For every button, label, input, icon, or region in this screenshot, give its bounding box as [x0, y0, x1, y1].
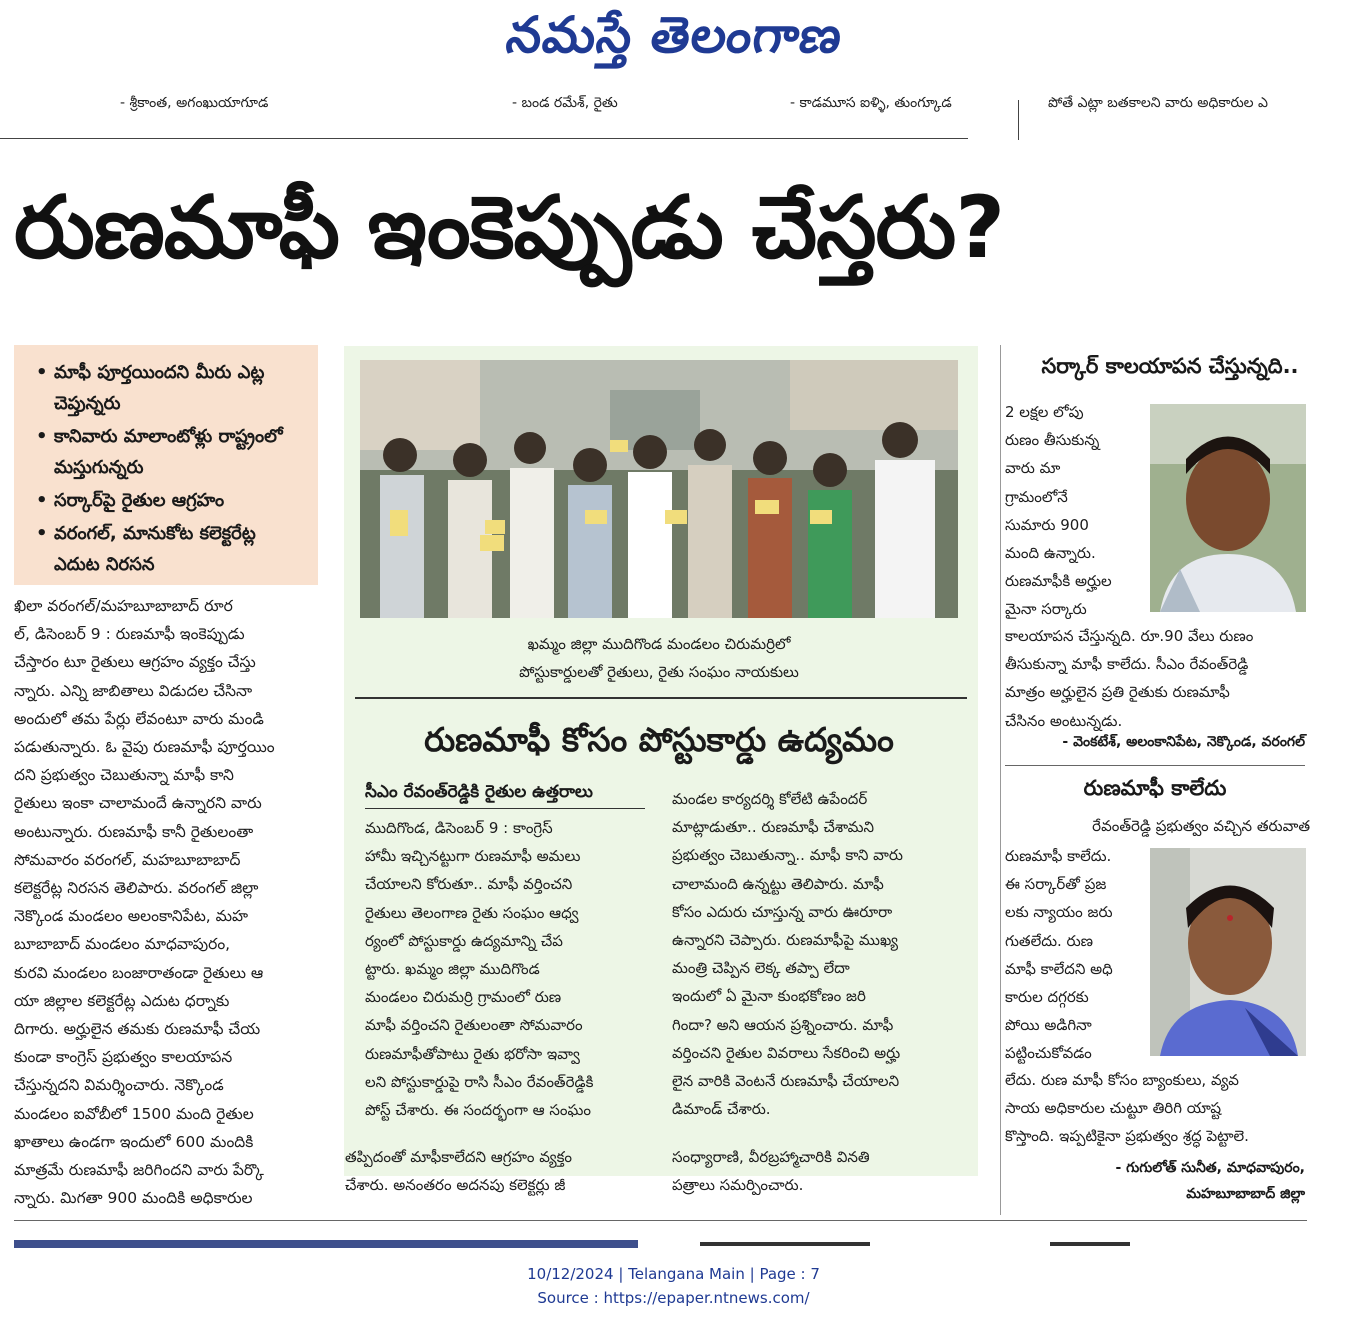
left-article: ఖిలా వరంగల్/మహబూబాబాద్ రూర ల్, డిసెంబర్ 9 : రుణమాఫీ ఇంకెప్పుడు చేస్తారం టూ రైతులు ఆగ్రహం వ్యక్తం చేస్తు న్నారు. ఎన్ని జాబితాలు విడుదల చేసినా అందులో తమ పేర్లు లేవంటూ వారు మండి పడుతున్నారు. ఓ వైపు రుణమాఫీ పూర్తయిం దని ప్రభుత్వం చెబుతున్నా మాఫీ కాని రైతులు ఇంకా చాలామందే ఉన్నారని వారు అంటున్నారు. రుణమాఫీ కానీ రైతులంతా సోమవారం వరంగల్, మహబూబాబాద్ కలెక్టరేట్ల నిరసన తెలిపారు. వరంగల్ జిల్లా నెక్కొండ మండలం అలంకానిపేట, మహ బూబాబాద్ మండలం మాధవాపురం, కురవి మండలం బంజారాతండా రైతులు ఆ యా జిల్లాల కలెక్టరేట్ల ఎదుట ధర్నాకు దిగారు. అర్హులైన తమకు రుణమాఫీ చేయ కుండా కాంగ్రెస్ ప్రభుత్వం కాలయాపన చేస్తున్నదని విమర్శించారు. నెక్కొండ మండలం ఐవోబీలో 1500 మంది రైతుల ఖాతాలు ఉండగా ఇందులో 600 మందికి మాత్రమే రుణమాఫీ జరిగిందని వారు పేర్కొ న్నారు. మిగతా 900 మందికి అధికారుల — [14, 597, 275, 1208]
next-article-fragment-2 — [1050, 1242, 1130, 1246]
masthead — [0, 0, 1347, 80]
newspaper-title: నమస్తే తెలంగాణ — [502, 6, 847, 64]
bottom-rule — [14, 1220, 1307, 1221]
right-box1-wide-text: కాలయాపన చేస్తున్నది. రూ.90 వేలు రుణం తీసుకున్నా మాఫీ కాలేదు. సీఎం రేవంత్‌రెడ్డి మాత్రం అర్హులైన ప్రతి రైతుకు రుణమాఫీ చేసినం అంటున్నడు. — [1005, 627, 1254, 730]
next-article-strip — [14, 1240, 638, 1248]
right-box-separator — [1005, 765, 1305, 766]
story-kicker: సీఎం రేవంత్‌రెడ్డికి రైతుల ఉత్తరాలు — [365, 782, 593, 802]
headline: రుణమాఫీ ఇంకెప్పుడు చేస్తరు? — [14, 178, 1005, 278]
top-rule — [0, 138, 968, 139]
footer-source[interactable]: Source : https://epaper.ntnews.com/ — [537, 1289, 810, 1307]
next-article-fragment — [700, 1242, 870, 1246]
portrait-woman-illustration — [1150, 848, 1306, 1056]
footer-date-page: 10/12/2024 | Telangana Main | Page : 7 — [527, 1265, 820, 1283]
highlight-item: • కానివారు మాలాంటోళ్లు రాష్ట్రంలో మస్తుగున్నరు — [36, 426, 283, 478]
top-strip-item-2: - బండ రమేశ్, రైతు — [512, 95, 618, 111]
story-subhead: రుణమాఫీ కోసం పోస్టుకార్డు ఉద్యమం — [424, 720, 894, 759]
story-column-1: ముదిగొండ, డిసెంబర్ 9 : కాంగ్రెస్ హామీ ఇచ్చినట్టుగా రుణమాఫీ అమలు చేయాలని కోరుతూ.. మాఫీ వర్తించని రైతులు తెలంగాణ రైతు సంఘం ఆధ్వ ర్యంలో పోస్టుకార్డు ఉద్యమాన్ని చేప ట్టారు. ఖమ్మం జిల్లా ముదిగొండ మండలం చిరుమర్రి గ్రామంలో రుణ మాఫీ వర్తించని రైతులంతా సోమవారం రుణమాఫీతోపాటు రైతు భరోసా ఇవ్వా లని పోస్టుకార్డుపై రాసి సీఎం రేవంత్‌రెడ్డికి పోస్ట్ చేశారు. ఈ సందర్భంగా ఆ సంఘం — [365, 819, 594, 1120]
right-box1-title: సర్కార్ కాలయాపన చేస్తున్నది.. — [1041, 354, 1299, 378]
right-box2-wide-text: లేదు. రుణ మాఫీ కోసం బ్యాంకులు, వ్యవ సాయ అధికారుల చుట్టూ తిరిగి యాష్ట కొస్తాంది. ఇప్పటికైనా ప్రభుత్వం శ్రద్ధ పెట్టాలె. — [1005, 1071, 1249, 1146]
photo-caption: ఖమ్మం జిల్లా ముదిగొండ మండలం చిరుమర్రిలో పోస్టుకార్డులతో రైతులు, రైతు సంఘం నాయకులు — [519, 635, 799, 681]
page-footer — [0, 1262, 1347, 1310]
story-column-2: మండల కార్యదర్శి కోలేటి ఉపేందర్ మాట్లాడుతూ.. రుణమాఫీ చేశామని ప్రభుత్వం చెబుతున్నా.. మాఫీ కాని వారు చాలామంది ఉన్నట్టు తెలిపారు. మాఫీ కోసం ఎదురు చూస్తున్న వారు ఊరూరా ఉన్నారని చెప్పారు. రుణమాఫీపై ముఖ్య మంత్రి చెప్పిన లెక్క తప్పా లేదా ఇందులో ఏ మైనా కుంభకోణం జరి గిందా? అని ఆయన ప్రశ్నించారు. మాఫీ వర్తించని రైతుల వివరాలు సేకరించి అర్హు లైన వారికి వెంటనే రుణమాఫీ చేయాలని డిమాండ్ చేశారు. — [672, 790, 903, 1119]
right-box2-first-line: రేవంత్‌రెడ్డి ప్రభుత్వం వచ్చిన తరువాత — [1092, 817, 1310, 835]
highlight-item: • మాఫీ పూర్తయిందని మీరు ఎట్ల చెప్తున్నరు — [36, 362, 265, 414]
highlight-item: • వరంగల్, మానుకోట కలెక్టరేట్ల ఎదుట నిరసన — [36, 523, 256, 575]
top-strip-item-4: పోతే ఎట్లా బతకాలని వారు అధికారుల ఎ — [1048, 95, 1269, 111]
right-box2-title: రుణమాఫీ కాలేదు — [1083, 776, 1227, 800]
top-strip-item-1: - శ్రీకాంత, అగంఖుయాగూడ — [120, 95, 269, 111]
right-box1-narrow-text: 2 లక్షల లోపు రుణం తీసుకున్న వారు మా గ్రామంలోనే సుమారు 900 మంది ఉన్నారు. రుణమాఫీకి అర్హుల మైనా సర్కారు — [1005, 403, 1112, 619]
right-column-divider — [1000, 345, 1001, 1215]
top-divider — [1018, 100, 1019, 140]
kicker-rule — [365, 808, 645, 809]
highlights-box — [14, 345, 318, 585]
sunitha-portrait — [1150, 848, 1306, 1056]
portrait-man-illustration — [1150, 404, 1306, 612]
highlight-item: • సర్కార్‌పై రైతుల ఆగ్రహం — [36, 490, 225, 511]
right-box2-narrow-text: రుణమాఫీ కాలేదు. ఈ సర్కార్‌తో ప్రజ లకు న్యాయం జరు గుతలేదు. రుణ మాఫీ కాలేదని అధి కారుల దగ్గరకు పోయి అడిగినా పట్టించుకోవడం — [1005, 847, 1113, 1063]
right-box1-signature: - వెంకటేశ్, అలంకానిపేట, నెక్కొండ, వరంగల్ — [1062, 734, 1305, 750]
top-strip-item-3: - కాడమూస ఐళ్ళి, తుంగ్కూడ — [790, 95, 952, 111]
continuation-column-1: తప్పిదంతో మాఫీకాలేదని ఆగ్రహం వ్యక్తం చేశారు. అనంతరం అదనపు కలెక్టర్లు జీ — [345, 1148, 573, 1195]
farmers-protest-photo — [360, 360, 958, 618]
caption-rule — [355, 697, 967, 699]
venkatesh-portrait — [1150, 404, 1306, 612]
continuation-column-2: సంధ్యారాణి, వీరబ్రహ్మాచారికి వినతి పత్రాలు సమర్పించారు. — [672, 1148, 870, 1195]
photo-illustration — [360, 360, 958, 618]
right-box2-signature-line1: - గుగులోత్ సునీత, మాధవాపురం, — [1115, 1160, 1305, 1176]
right-box2-signature-line2: మహబూబాబాద్ జిల్లా — [1186, 1186, 1305, 1202]
